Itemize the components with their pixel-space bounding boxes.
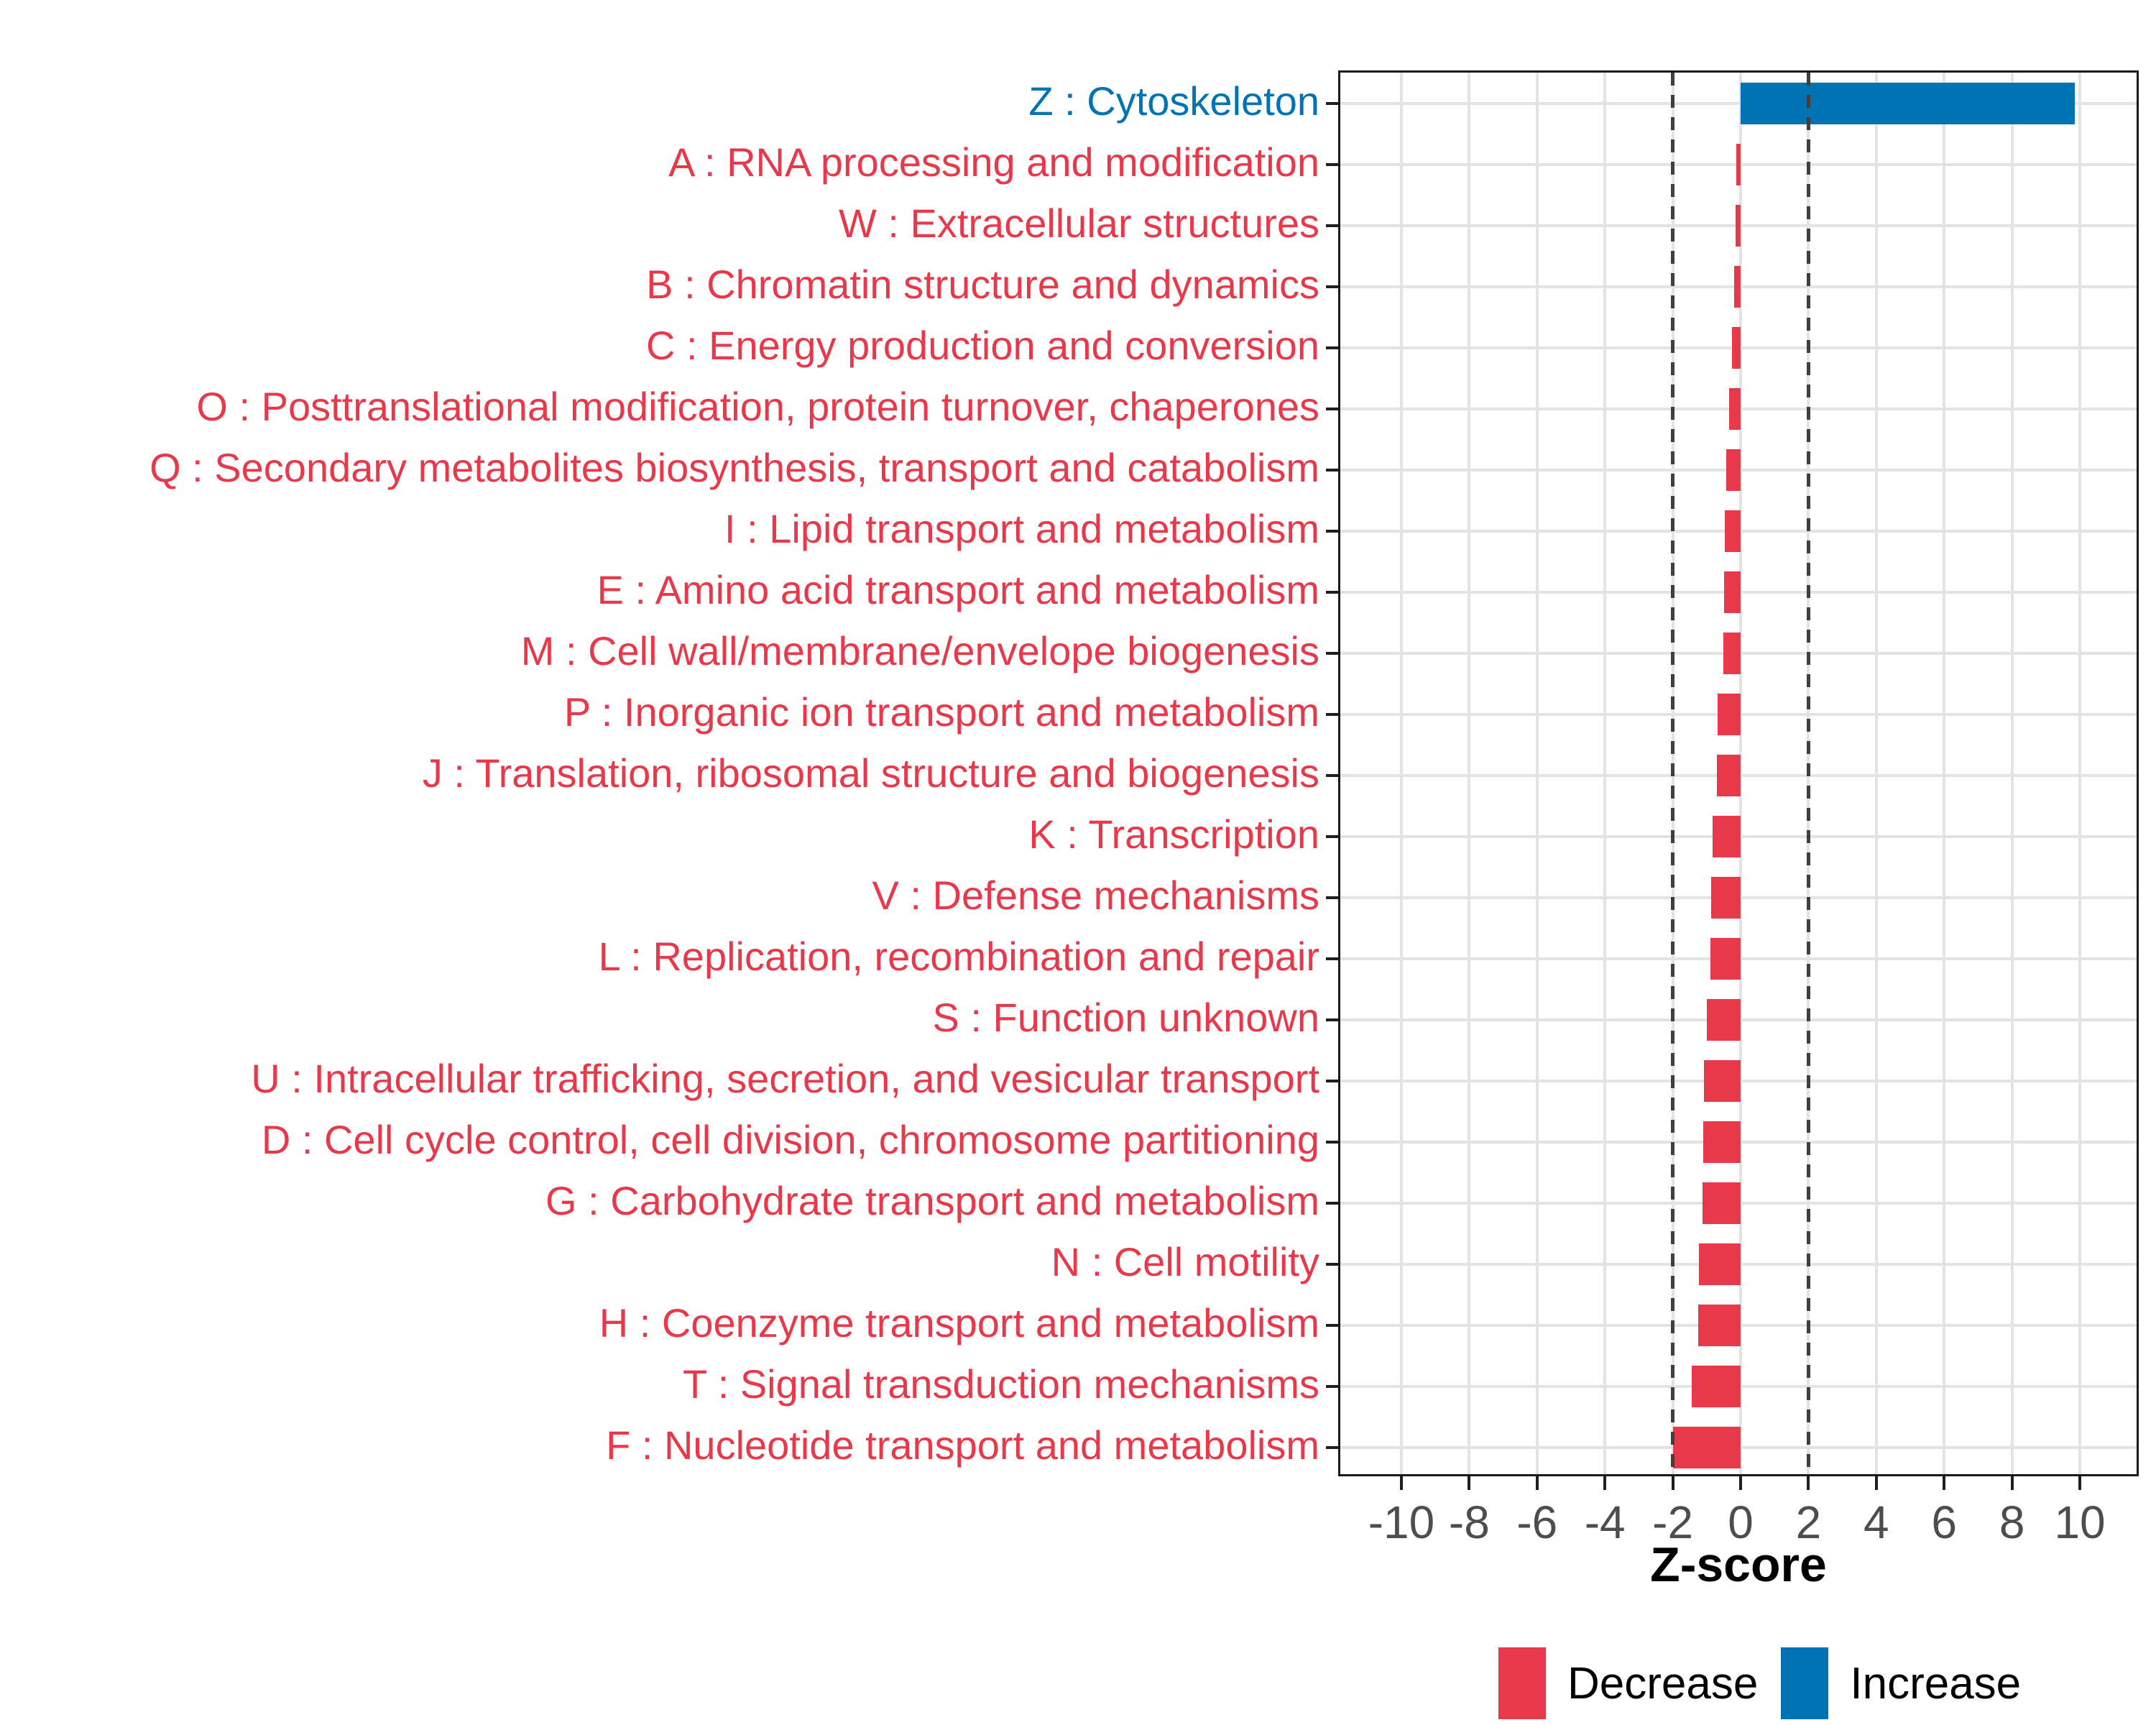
x-tick-label: -8 bbox=[1448, 1496, 1490, 1548]
category-label: J : Translation, ribosomal structure and biogenesis bbox=[422, 750, 1319, 796]
category-label: Z : Cytoskeleton bbox=[1028, 78, 1319, 124]
decrease-label: Decrease bbox=[1567, 1658, 1759, 1708]
x-tick-label: -6 bbox=[1516, 1496, 1558, 1548]
x-tick bbox=[1536, 1476, 1539, 1490]
bar bbox=[1736, 144, 1741, 185]
bar bbox=[1713, 816, 1741, 857]
bar bbox=[1717, 755, 1741, 796]
x-tick-label: -4 bbox=[1584, 1496, 1626, 1548]
category-label: D : Cell cycle control, cell division, chromosome partitioning bbox=[261, 1117, 1319, 1163]
y-tick bbox=[1326, 1263, 1338, 1266]
category-label: S : Function unknown bbox=[932, 995, 1319, 1041]
y-tick bbox=[1326, 774, 1338, 777]
category-label: U : Intracellular trafficking, secretion, and vesicular transport bbox=[251, 1056, 1319, 1102]
increase-swatch bbox=[1781, 1647, 1828, 1719]
category-label: I : Lipid transport and metabolism bbox=[724, 505, 1319, 551]
bar bbox=[1707, 999, 1741, 1041]
bar bbox=[1692, 1366, 1741, 1407]
bar bbox=[1725, 510, 1741, 552]
category-label: G : Carbohydrate transport and metabolism bbox=[545, 1178, 1319, 1224]
x-tick bbox=[2078, 1476, 2081, 1490]
category-label: V : Defense mechanisms bbox=[872, 873, 1319, 919]
x-axis-title: Z-score bbox=[1650, 1537, 1827, 1592]
y-tick bbox=[1326, 835, 1338, 838]
x-tick-label: 6 bbox=[1931, 1496, 1958, 1548]
x-tick bbox=[1672, 1476, 1674, 1490]
y-tick bbox=[1326, 591, 1338, 594]
x-tick-label: 8 bbox=[1999, 1496, 2025, 1548]
x-tick bbox=[1468, 1476, 1470, 1490]
bar bbox=[1734, 266, 1741, 308]
y-tick bbox=[1326, 713, 1338, 716]
bar bbox=[1732, 327, 1741, 369]
x-tick-label: -2 bbox=[1652, 1496, 1694, 1548]
bar bbox=[1673, 1427, 1741, 1468]
x-tick-label: 4 bbox=[1864, 1496, 1889, 1548]
category-label: K : Transcription bbox=[1028, 811, 1319, 857]
x-tick-label: 2 bbox=[1795, 1496, 1822, 1548]
y-tick bbox=[1326, 1385, 1338, 1388]
category-label: P : Inorganic ion transport and metabolism bbox=[563, 689, 1319, 735]
legend-item-decrease bbox=[1498, 1647, 1758, 1719]
y-tick bbox=[1326, 957, 1338, 960]
x-tick-label: 10 bbox=[2054, 1496, 2106, 1548]
y-tick bbox=[1326, 469, 1338, 472]
bar bbox=[1724, 571, 1741, 613]
category-label: T : Signal transduction mechanisms bbox=[682, 1361, 1319, 1407]
category-label: N : Cell motility bbox=[1051, 1239, 1319, 1285]
bar bbox=[1729, 388, 1741, 430]
category-label: A : RNA processing and modification bbox=[668, 139, 1319, 185]
x-tick bbox=[2011, 1476, 2014, 1490]
y-tick bbox=[1326, 1018, 1338, 1021]
y-tick bbox=[1326, 285, 1338, 288]
category-label: E : Amino acid transport and metabolism bbox=[596, 566, 1319, 612]
y-tick bbox=[1326, 1202, 1338, 1205]
category-label: O : Posttranslational modification, protein turnover, chaperones bbox=[196, 383, 1319, 429]
category-label: Q : Secondary metabolites biosynthesis, transport and catabolism bbox=[149, 444, 1319, 490]
bar bbox=[1710, 938, 1741, 980]
category-label: M : Cell wall/membrane/envelope biogenesis bbox=[520, 627, 1319, 673]
bar bbox=[1698, 1305, 1741, 1346]
x-tick bbox=[1739, 1476, 1742, 1490]
x-tick bbox=[1943, 1476, 1945, 1490]
x-tick-label: -10 bbox=[1368, 1496, 1435, 1548]
bar bbox=[1723, 632, 1741, 674]
category-label: F : Nucleotide transport and metabolism bbox=[606, 1422, 1319, 1468]
y-tick bbox=[1326, 346, 1338, 349]
category-label: B : Chromatin structure and dynamics bbox=[646, 261, 1319, 307]
category-label: H : Coenzyme transport and metabolism bbox=[599, 1300, 1319, 1346]
bar bbox=[1703, 1182, 1741, 1224]
y-tick bbox=[1326, 530, 1338, 533]
bar bbox=[1741, 83, 2075, 124]
x-tick bbox=[1875, 1476, 1878, 1490]
x-tick-label: 0 bbox=[1728, 1496, 1754, 1548]
reference-line bbox=[1671, 73, 1674, 1474]
x-tick bbox=[1603, 1476, 1606, 1490]
reference-line bbox=[1807, 73, 1810, 1474]
bar bbox=[1718, 694, 1741, 735]
y-tick bbox=[1326, 163, 1338, 166]
category-label: C : Energy production and conversion bbox=[646, 322, 1319, 368]
bar bbox=[1736, 205, 1741, 247]
y-tick bbox=[1326, 1446, 1338, 1449]
y-tick bbox=[1326, 408, 1338, 410]
bar bbox=[1703, 1121, 1741, 1163]
x-tick bbox=[1807, 1476, 1810, 1490]
bar bbox=[1704, 1060, 1741, 1102]
x-tick bbox=[1400, 1476, 1403, 1490]
decrease-swatch bbox=[1498, 1647, 1546, 1719]
y-tick bbox=[1326, 1324, 1338, 1327]
increase-label: Increase bbox=[1850, 1658, 2022, 1708]
bar bbox=[1726, 449, 1741, 491]
legend bbox=[1498, 1647, 2044, 1719]
plot-panel bbox=[1338, 70, 2139, 1548]
y-tick bbox=[1326, 896, 1338, 899]
y-tick bbox=[1326, 652, 1338, 655]
bar bbox=[1699, 1243, 1741, 1285]
bar bbox=[1711, 877, 1741, 919]
y-tick bbox=[1326, 224, 1338, 227]
y-tick bbox=[1326, 102, 1338, 105]
y-tick bbox=[1326, 1080, 1338, 1082]
category-label: L : Replication, recombination and repair bbox=[598, 934, 1319, 980]
category-label: W : Extracellular structures bbox=[838, 200, 1319, 246]
y-tick bbox=[1326, 1141, 1338, 1144]
legend-item-increase bbox=[1781, 1647, 2021, 1719]
